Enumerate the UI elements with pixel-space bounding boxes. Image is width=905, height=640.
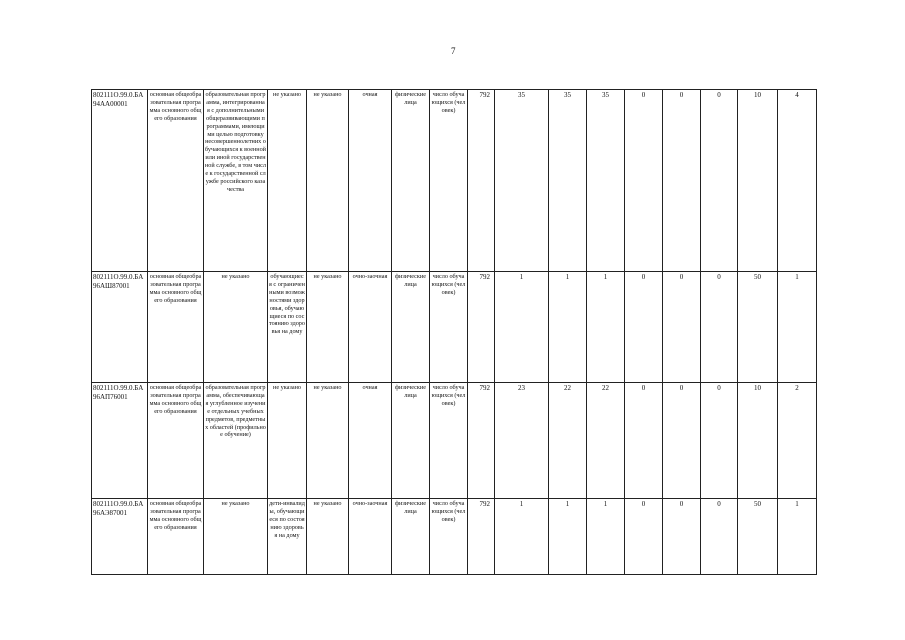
cell-value-6: 0 [701,272,738,383]
cell-value-2: 1 [549,272,587,383]
cell-form: очная [349,383,392,499]
cell-value-6: 0 [701,499,738,575]
cell-value-1: 1 [495,499,549,575]
cell-recipients: физические лица [392,90,430,272]
cell-unit-code: 792 [468,383,495,499]
cell-value-5: 0 [663,90,701,272]
cell-program: основная общеобразовательная программа основного общего образования [148,499,204,575]
cell-registry-code: 802111О.99.0.БА 96АЭ87001 [92,499,148,575]
cell-value-1: 1 [495,272,549,383]
cell-consumer-category: не указано [268,90,307,272]
cell-value-4: 0 [625,499,663,575]
cell-value-4: 0 [625,90,663,272]
cell-recipients: физические лица [392,383,430,499]
cell-value-3: 35 [587,90,625,272]
cell-value-7: 10 [738,383,778,499]
cell-unit-code: 792 [468,499,495,575]
cell-indicator: число обучающихся (человек) [430,383,468,499]
table-row [92,499,817,575]
cell-form: очная [349,90,392,272]
cell-registry-code: 802111О.99.0.БА 94АА00001 [92,90,148,272]
cell-value-7: 50 [738,272,778,383]
cell-indicator: число обучающихся (человек) [430,499,468,575]
cell-value-1: 23 [495,383,549,499]
cell-value-4: 0 [625,383,663,499]
cell-value-2: 22 [549,383,587,499]
cell-recipients: физические лица [392,499,430,575]
cell-value-6: 0 [701,383,738,499]
table-row [92,383,817,499]
table-row [92,90,817,272]
cell-value-5: 0 [663,499,701,575]
cell-place: не указано [307,383,349,499]
cell-value-2: 1 [549,499,587,575]
cell-value-7: 50 [738,499,778,575]
cell-value-1: 35 [495,90,549,272]
cell-consumer-category: обучающиеся с ограниченными возможностями здоровья, обучающиеся по состоянию здоровья на дому [268,272,307,383]
services-table [91,89,817,575]
page-number: 7 [451,46,456,56]
cell-registry-code: 802111О.99.0.БА 96АП76001 [92,383,148,499]
cell-consumer-category: дети-инвалиды, обучающиеся по состоянию здоровья на дому [268,499,307,575]
cell-value-5: 0 [663,272,701,383]
cell-indicator: число обучающихся (человек) [430,90,468,272]
cell-value-7: 10 [738,90,778,272]
cell-consumer-category: не указано [268,383,307,499]
cell-value-8: 1 [778,499,817,575]
cell-program-content: не указано [204,272,268,383]
table-row [92,272,817,383]
cell-value-3: 22 [587,383,625,499]
cell-value-3: 1 [587,499,625,575]
cell-program-content: образовательная программа, интегрированная с дополнительными общеразвивающими программами, имеющими целью подготовку несовершеннолетних обучающихся к военной или иной государственной службе, в том числе к государственной службе российского казачества [204,90,268,272]
cell-value-3: 1 [587,272,625,383]
cell-value-2: 35 [549,90,587,272]
cell-form: очно-заочная [349,499,392,575]
cell-value-8: 4 [778,90,817,272]
cell-unit-code: 792 [468,90,495,272]
cell-place: не указано [307,499,349,575]
cell-value-6: 0 [701,90,738,272]
cell-program: основная общеобразовательная программа основного общего образования [148,90,204,272]
cell-value-8: 2 [778,383,817,499]
cell-recipients: физические лица [392,272,430,383]
cell-value-4: 0 [625,272,663,383]
cell-form: очно-заочная [349,272,392,383]
cell-place: не указано [307,272,349,383]
cell-value-5: 0 [663,383,701,499]
cell-program: основная общеобразовательная программа основного общего образования [148,383,204,499]
cell-program-content: не указано [204,499,268,575]
cell-unit-code: 792 [468,272,495,383]
cell-indicator: число обучающихся (человек) [430,272,468,383]
cell-program: основная общеобразовательная программа основного общего образования [148,272,204,383]
cell-place: не указано [307,90,349,272]
cell-value-8: 1 [778,272,817,383]
cell-program-content: образовательная программа, обеспечивающая углубленное изучение отдельных учебных предметов, предметных областей (профильное обучение) [204,383,268,499]
cell-registry-code: 802111О.99.0.БА 96АШ87001 [92,272,148,383]
